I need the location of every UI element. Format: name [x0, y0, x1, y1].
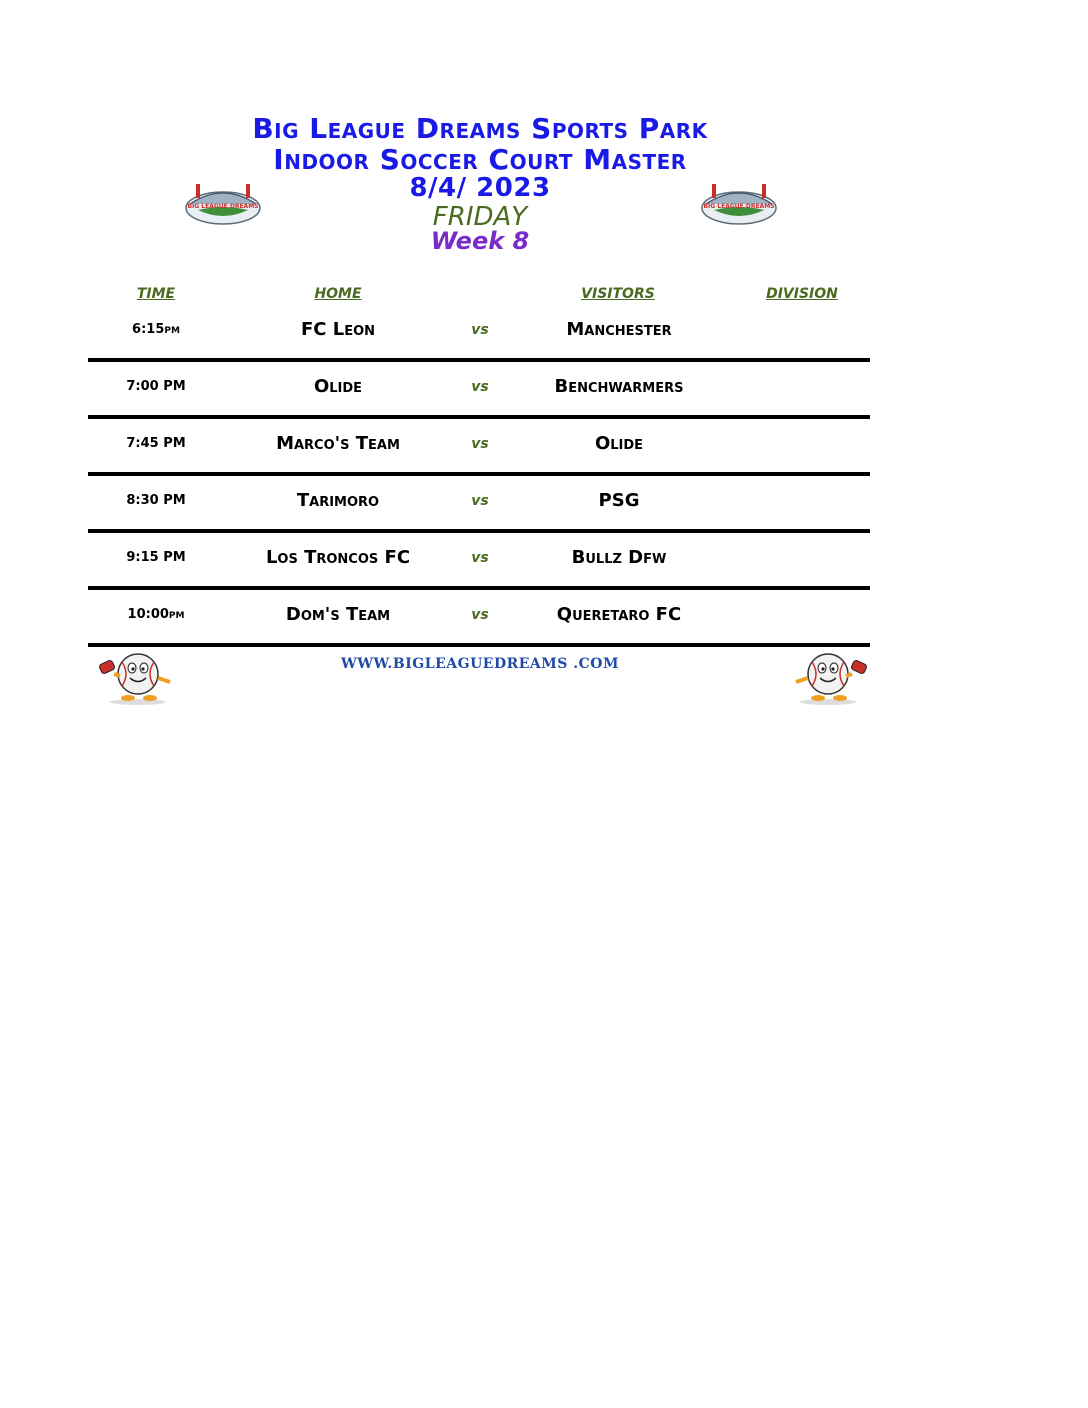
vs-label: vs — [471, 322, 489, 338]
svg-text:BIG LEAGUE DREAMS: BIG LEAGUE DREAMS — [187, 203, 259, 210]
vs-label: vs — [471, 436, 489, 452]
visitor-team: Manchester — [566, 319, 672, 340]
column-header-home: HOME — [314, 286, 362, 302]
game-time: 6:15pm — [132, 322, 180, 337]
vs-label: vs — [471, 493, 489, 509]
website-link[interactable]: WWW.BIGLEAGUEDREAMS .COM — [341, 656, 619, 672]
game-time: 7:00 PM — [126, 379, 186, 394]
visitor-team: PSG — [598, 490, 640, 511]
svg-text:BIG LEAGUE DREAMS: BIG LEAGUE DREAMS — [703, 203, 775, 210]
game-row — [88, 476, 870, 533]
vs-label: vs — [471, 550, 489, 566]
schedule-day: FRIDAY — [432, 202, 528, 232]
home-team: Olide — [313, 376, 363, 397]
home-team: Dom's Team — [285, 604, 391, 625]
home-team: Marco's Team — [276, 433, 400, 454]
schedule-date: 8/4/ 2023 — [409, 173, 551, 203]
home-team: FC Leon — [300, 319, 376, 340]
column-header-visitors: VISITORS — [581, 286, 655, 302]
game-row — [88, 590, 870, 647]
vs-label: vs — [471, 379, 489, 395]
game-time: 7:45 PM — [126, 436, 186, 451]
column-header-division: DIVISION — [766, 286, 838, 302]
court-title: Indoor Soccer Court Master — [273, 143, 687, 176]
visitor-team: Olide — [594, 433, 644, 454]
visitor-team: Benchwarmers — [554, 376, 684, 397]
visitor-team: Queretaro FC — [556, 604, 682, 625]
game-time: 10:00pm — [127, 607, 185, 622]
vs-label: vs — [471, 607, 489, 623]
game-row — [88, 362, 870, 419]
column-header-time: TIME — [136, 286, 176, 302]
schedule-week: Week 8 — [430, 227, 530, 255]
home-team: Los Troncos FC — [265, 547, 411, 568]
game-row — [88, 533, 870, 590]
home-team: Tarimoro — [296, 490, 380, 511]
visitor-team: Bullz Dfw — [571, 547, 667, 568]
park-title: Big League Dreams Sports Park — [252, 112, 708, 145]
game-row — [88, 419, 870, 476]
baseball-mascot-icon — [782, 648, 874, 706]
game-time: 9:15 PM — [126, 550, 186, 565]
game-row — [88, 305, 870, 362]
game-time: 8:30 PM — [126, 493, 186, 508]
